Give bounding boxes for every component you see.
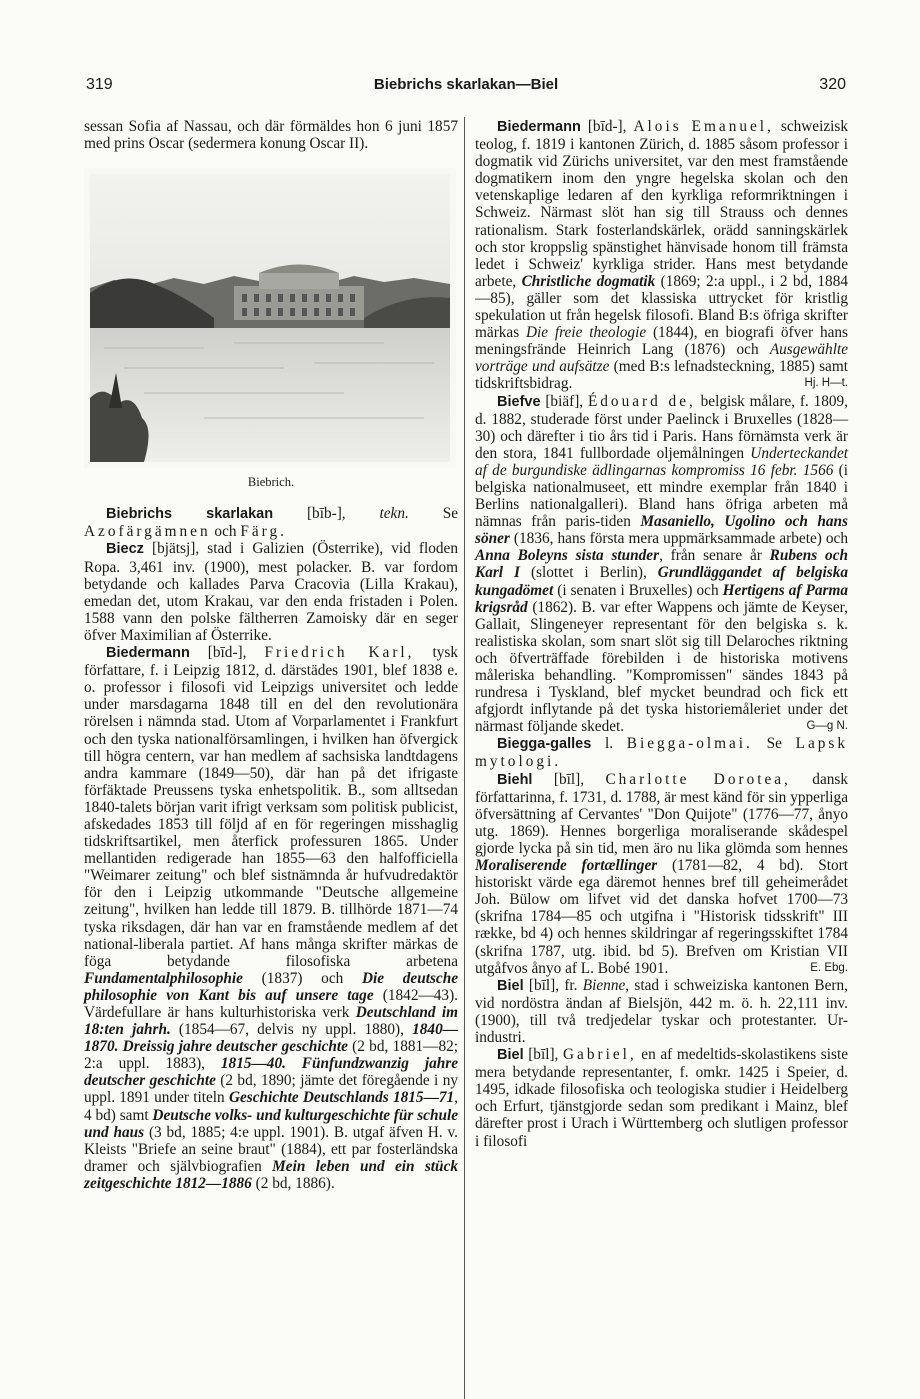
entry-text: (1844), en biografi öfver hans meningsfrände Heinrich Lang (1876) och <box>475 324 849 359</box>
headword: Biel <box>497 1047 524 1064</box>
pronunciation: [bīl], <box>523 1046 563 1064</box>
headword: Biefve <box>497 393 541 410</box>
entry-text: (2 bd, 1881—82; 2:a uppl. 1883), <box>84 1038 459 1073</box>
pronunciation: [bīd-], <box>580 118 634 135</box>
left-page-number: 319 <box>86 76 113 93</box>
cross-reference: Azofärgämnen <box>84 523 211 541</box>
work-title: 1815—40. Fünfundzwanzig jahre deutscher geschichte <box>84 1055 458 1090</box>
entry-text: (i belgiska nationalmuseet, ett mindre exemplar från 1840 i Berlins nationalgalleri). Bland hans öfriga arbeten må nämnas från paris-tiden <box>475 461 849 531</box>
headword: Biehl <box>497 771 533 788</box>
see-word: Se <box>752 735 796 753</box>
pronunciation: [bīd-], <box>189 644 265 662</box>
entry-biefve <box>475 393 848 736</box>
entry-text: (1781—82, 4 bd). Stort historiskt värde ega däremot hennes bref till geheimerådet Joh. Bülow om lifvet vid det danska hofvet 1700—73 (skrifna 1784—85 och utgifna i "Historisk tidsskrift" III række, bd 4) och hennes skildringar af regeringsskiftet 1784 (skrifna 1787, utg. ibid. bd 5). Brefven om Kristian VII utgåfvos ånyo af L. Bobé 1901. <box>475 857 848 977</box>
entry-biecz <box>84 540 458 644</box>
person-name: Édouard de, <box>587 392 696 410</box>
see-word: Se <box>408 505 458 523</box>
work-title: Die deutsche philosophie von Kant bis auf unsere tage <box>84 969 458 1004</box>
entry-text: [bjätsj], stad i Galizien (Österrike), vid floden Ropa. 3,461 inv. (1900), mest polacker. B. var fordom betydande och kallades Parva Cracovia (Lilla Krakau), emedan det, utom Krakau, var den enda fristaden i Polen. 1588 vann den polske fältherren Zamoisky där en seger öfver Maximilian af Österrike. <box>84 540 458 644</box>
entry-text: (1842—43). Värdefullare är hans kulturhistoriska verk <box>84 986 458 1021</box>
entry-biehl <box>475 771 848 977</box>
entry-text: (2 bd, 1890; jämte det föregående i ny uppl. 1891 under titeln <box>84 1072 458 1107</box>
entry-biedermann-alois <box>475 118 848 393</box>
pronunciation: [biäf], <box>540 392 588 410</box>
work-title: 1840—1870. Dreissig jahre deutscher geschichte <box>84 1021 459 1056</box>
work-title: Underteckandet af de burgundiske ädlingarnas kompromiss 16 febr. 1566 <box>475 444 848 479</box>
entry-biel-town <box>475 977 848 1046</box>
author-signature: G—g N. <box>806 720 848 733</box>
page-header <box>86 76 846 100</box>
person-name: Charlotte Dorotea, <box>605 770 791 788</box>
author-signature: E. Ebg. <box>810 961 848 974</box>
entry-text: , från senare år <box>659 547 770 565</box>
photo-figure <box>84 168 458 491</box>
right-column <box>475 118 848 1150</box>
entry-text: (i senaten i Bruxelles) och <box>553 581 723 599</box>
entry-text: (1837) och <box>242 969 362 987</box>
work-title: Anna Boleyns sista stunder <box>475 547 660 565</box>
entry-text: (3 bd, 1885; 4:e uppl. 1901). B. utgaf äfven H. v. Kleists "Briefe an seine braut" (1884), ett par fosterländska dramer och självbiografien <box>84 1123 458 1175</box>
work-title: Die freie theologie <box>526 324 647 342</box>
entry-text: (2 bd, 1886). <box>251 1174 335 1192</box>
entry-text: belgisk målare, f. 1809, d. 1882, studerade först under Paelinck i Bruxelles (1828—30) och därefter i tio års tid i Paris. Hans förnämsta verk är den stora, 1841 fullbordade oljemålningen <box>475 392 848 462</box>
french-name: Bienne <box>582 976 626 994</box>
entry-biedermann-friedrich <box>84 644 458 1192</box>
entry-biebrichs-skarlakan <box>84 505 458 540</box>
photo-caption: Biebrich. <box>247 475 295 490</box>
work-title: Mein leben und ein stück zeitgeschichte 1812—1886 <box>84 1157 459 1192</box>
right-page-number: 320 <box>819 76 846 93</box>
biebrich-palace-photo <box>84 168 456 468</box>
headword: Biegga-galles <box>497 736 592 753</box>
entry-text: schweizisk teolog, f. 1819 i kantonen Zürich, d. 1885 såsom professor i dogmatik vid Zürichs universitet, var den mest framstående dogmatikern inom den yngre hegelska skolan och den vetenskaplige ledaren af den kyrkliga reformriktningen i Schweiz. Närmast slöt han sig till Strauss och dennes rationalism. Stark fosterlandskärlek, orädd sanningskärlek och stor kroppslig spänstighet hänvisade honom till främsta ledet i Schweiz' kyrkliga strider. Hans mest betydande arbete, <box>475 118 848 290</box>
entry-text: (1869; 2:a uppl., i 2 bd, 1884—85), gäller som det klassiska uttrycket för kristlig spekulation ut från hegelsk filosofi. Bland B:s öfriga skrifter märkas <box>475 272 848 342</box>
entry-text: (1854—67, delvis ny uppl. 1880), <box>170 1021 413 1039</box>
work-title: Masaniello, Ugolino och hans söner <box>475 513 848 548</box>
entry-biel-gabriel <box>475 1046 848 1150</box>
cross-reference: Biegga-olmai. <box>626 735 753 753</box>
entry-text: (1862). B. var efter Wappens och jämte de Keyser, Gallait, Slingeneyer representant för den belgiska s. k. realistiska skolan, som snart slöt sig till Delaroches riktning och öfverträffade förebilden i de historiska motivens måleriska behandling. "Kompromissen" sändes 1843 på rundresa i Tyskland, blef mycket beundrad och fick ett afgjordt inflytande på det tyska historiemåleriet under det närmast följande skedet. <box>475 598 848 736</box>
left-column <box>84 118 458 1192</box>
entry-biegga-galles <box>475 735 848 770</box>
entry-text: tysk författare, f. i Leipzig 1812, d. därstädes 1901, blef 1838 e. o. professor i filosofi vid Leipzigs universitet och ledde under marsdagarna 1848 till en del den revolutionära rörelsen i nämnda stad. Utom af Vorparlamentet i Frankfurt och den tyska nationalförsamlingen, i hvilken han öfvergick till högra centern, var han medlem af sachsiska landtdagens andra kammare (1849—50), där han på det ifrigaste förfäktade Preussens tyska enhetspolitik. B., som alltsedan 1840-talets början varit ifrigt verksam som politisk publicist, afskedades 1853 till följd af en för regeringen misshaglig tidskriftsartikel, men återfick professuren 1865. Under mellantiden redigerade han 1855—63 den halfofficiella "Weimarer zeitung" och blef sistnämnda år hufvudredaktör för den i Leipzig utkommande "Deutsche allgemeine zeitung", hvilken han ledde till 1879. B. tillhörde 1871—74 tyska riksdagen, där han var en framstående medlem af det national-liberala partiet. Af hans många skrifter märkas de föga betydande filosofiska arbetena <box>84 644 458 970</box>
author-signature: Hj. H—t. <box>804 377 848 390</box>
entry-text: (1836, hans första mera uppmärksammade arbete) och <box>509 530 848 548</box>
entry-text: dansk författarinna, f. 1731, d. 1788, är mest känd för sin ypperliga öfversättning af Cervantes' "Don Quijote" (1776—77, ånyo utg. 1869). Hennes borgerliga moraliserande skådespel gjorde lycka på sin tid, men äro nu lika glömda som hennes <box>475 770 848 857</box>
work-title: Moraliserende fortællinger <box>475 857 658 875</box>
column-divider <box>464 117 465 1399</box>
work-title: Fundamentalphilosophie <box>84 969 243 987</box>
entry-text: en af medeltids-skolastikens siste mera betydande representanter, f. omkr. 1425 i Speier, d. 1495, idkade filosofiska och teologiska studier i Heidelberg och Erfurt, tjänstgjorde sedan som predikant i Mainz, blef därefter prost i Urach i Württemberg och slutligen professor i filosofi <box>475 1046 848 1150</box>
entry-text: (med B:s lefnadsteckning, 1885) samt tidskriftsbidrag. <box>475 358 848 393</box>
person-name: Gabriel, <box>562 1046 637 1064</box>
pronunciation: [bīl], fr. <box>523 976 583 994</box>
work-title: Ausgewählte vorträge und aufsätze <box>475 341 848 376</box>
person-name: Friedrich Karl, <box>264 644 415 662</box>
work-title: Hertigens af Parma krigsråd <box>475 581 848 616</box>
person-name: Alois Emanuel, <box>633 118 774 135</box>
work-title: Deutsche volks- und kulturgeschichte für schule und haus <box>84 1106 458 1141</box>
headword: Biedermann <box>106 645 190 662</box>
work-title: Rubens och Karl I <box>475 547 848 582</box>
cross-reference: Lapsk mytologi. <box>475 735 848 771</box>
headword: Biedermann <box>497 119 581 135</box>
pronunciation: [bīl], <box>532 770 606 788</box>
entry-text: (slottet i Berlin), <box>519 564 658 582</box>
work-title: Deutschland im 18:ten jahrh. <box>84 1004 458 1039</box>
headword: Biel <box>497 977 524 994</box>
abbrev: tekn. <box>379 505 409 523</box>
work-title: Christliche dogmatik <box>521 272 656 290</box>
entry-text: l. <box>591 735 627 753</box>
pronunciation: [bīb-], <box>273 505 380 523</box>
cross-reference: Färg. <box>240 523 287 541</box>
entry-text: , 4 bd) samt <box>84 1089 458 1124</box>
entry-text: , stad i schweiziska kantonen Bern, vid nordöstra ändan af Bielsjön, 442 m. ö. h. 22,111 inv. (1900), till två tredjedelar tyskar och protestanter. Ur-industri. <box>475 976 848 1046</box>
headword: Biecz <box>106 541 144 558</box>
work-title: Geschichte Deutschlands 1815—71 <box>228 1089 455 1107</box>
work-title: Grundläggandet af belgiska kungadömet <box>475 564 848 599</box>
conjunction: och <box>210 523 241 541</box>
headword: Biebrichs skarlakan <box>106 506 274 523</box>
running-title: Biebrichs skarlakan—Biel <box>373 76 559 93</box>
intro-paragraph: sessan Sofia af Nassau, och där förmäldes hon 6 juni 1857 med prins Oscar (sedermera konung Oscar II). <box>84 118 458 153</box>
